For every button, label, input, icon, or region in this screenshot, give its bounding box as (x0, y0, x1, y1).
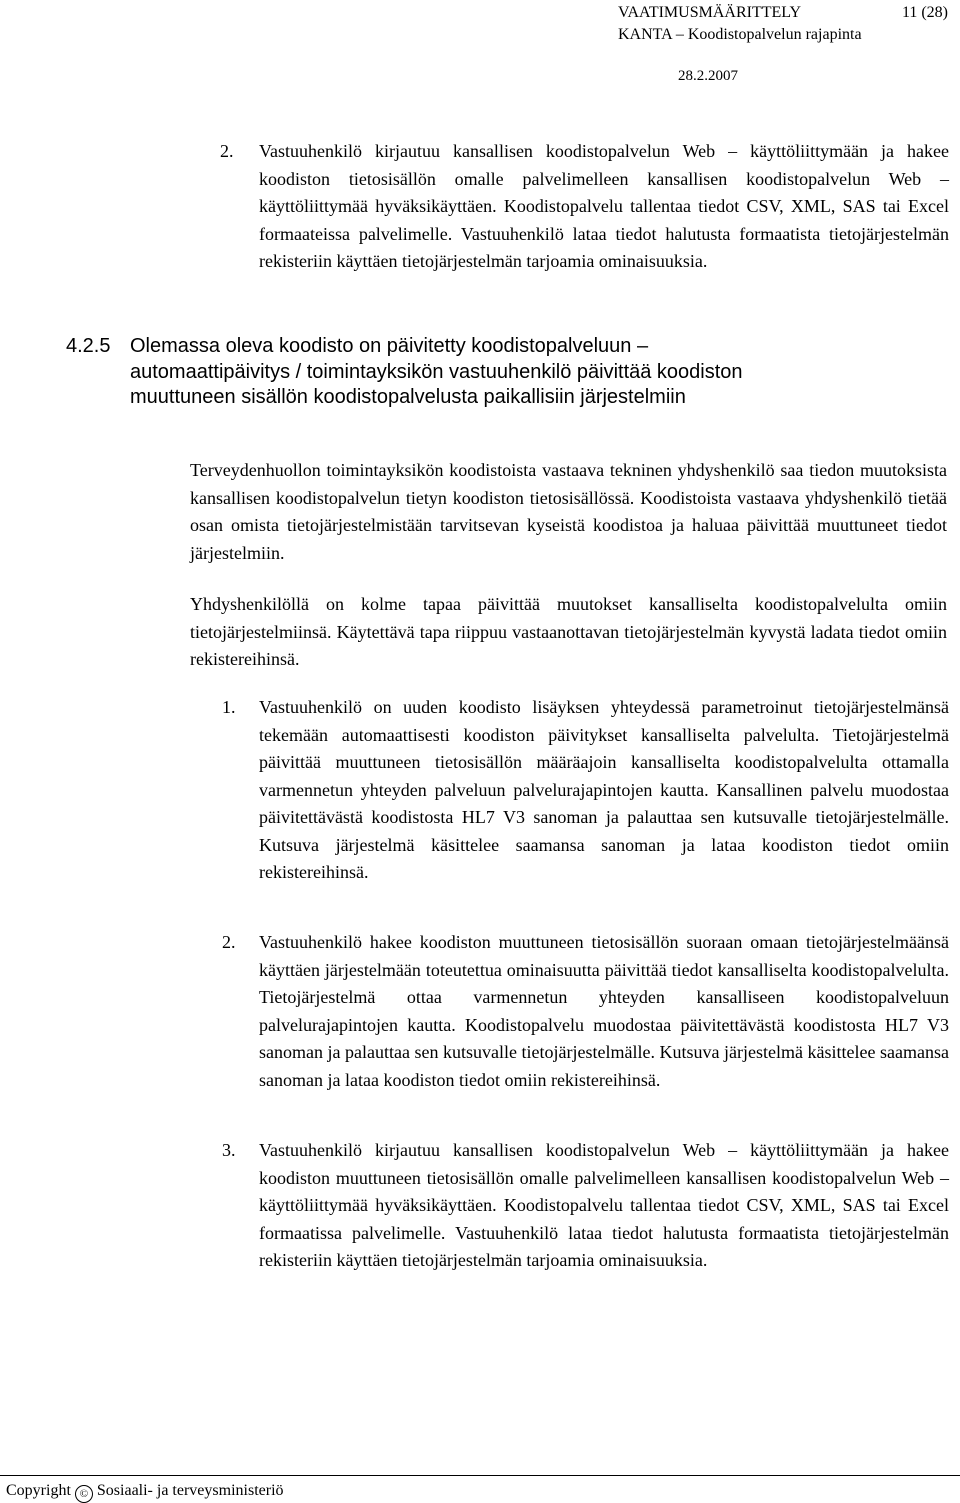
document-subtitle: KANTA – Koodistopalvelun rajapinta (618, 26, 862, 43)
body-paragraph: Terveydenhuollon toimintayksikön koodistoista vastaava tekninen yhdyshenkilö saa tiedon muutoksista kansallisen koodistopalvelun tietyn koodiston tietosisällössä. Koodistoista vastaava yhdyshenkilö tietää osan omista tietojärjestelmistään tarvitsevan kyseistä koodistoa ja haluaa päivittää muuttuneet tiedot järjestelmiin. (190, 460, 947, 563)
copyright-label: Copyright (6, 1482, 71, 1499)
list-item-text: Vastuuhenkilö kirjautuu kansallisen koodistopalvelun Web – käyttöliittymään ja hakee koodiston muuttuneen tietosisällön omalle palvelimelleen kansallisen koodistopalvelun Web –käyttöliittymää hyväksikäyttäen. Koodistopalvelu tallentaa tiedot CSV, XML, SAS tai Excel formaatissa palvelimelle. Vastuuhenkilö lataa tiedot halutusta formaatista tietojärjestelmän rekisteriin käyttäen tietojärjestelmän tarjoamia ominaisuuksia. (259, 1140, 949, 1270)
list-item-number: 2. (222, 932, 236, 952)
list-item-text: Vastuuhenkilö on uuden koodisto lisäyksen yhteydessä parametroinut tietojärjestelmänsä tekemään automaattisesti koodiston päivitykset kansalliselta palvelulta. Tietojärjestelmä päivittää muuttuneen tietosisällön määräajoin kansalliselta koodistopalvelulta ottamalla varmennetun yhteyden palveluun palvelurajapintojen kautta. Kansallinen palvelu muodostaa päivitettävästä koodistosta HL7 V3 sanoman ja palauttaa sen kutsuvalle tietojärjestelmälle. Kutsuva järjestelmä käsittelee saamansa sanoman ja lataa koodiston tiedot omiin rekistereihinsä. (259, 697, 949, 882)
section-heading: Olemassa oleva koodisto on päivitetty koodistopalveluun – automaattipäivitys / toimintayksikön vastuuhenkilö päivittää koodiston muuttuneen sisällön koodistopalvelusta paikallisiin järjestelmiin (130, 335, 743, 408)
copyright-owner: Sosiaali- ja terveysministeriö (96, 1482, 284, 1499)
list-item-number: 1. (222, 697, 236, 717)
section-number: 4.2.5 (66, 335, 111, 357)
list-item-text: Vastuuhenkilö hakee koodiston muuttuneen tietosisällön suoraan omaan tietojärjestelmäänsä käyttäen järjestelmään toteutettua ominaisuutta päivittää tiedot kansalliselta koodistopalvelulta. Tietojärjestelmä ottaa varmennetun yhteyden kansalliseen koodistopalveluun palvelurajapintojen kautta. Koodistopalvelu muodostaa päivitettävästä koodistosta HL7 V3 sanoman ja palauttaa sen kutsuvalle tietojärjestelmälle. Kutsuva järjestelmä käsittelee saamansa sanoman ja lataa koodiston tiedot omiin rekistereihinsä. (259, 932, 949, 1090)
document-title: VAATIMUSMÄÄRITTELY (618, 4, 801, 21)
document-date: 28.2.2007 (678, 68, 738, 84)
copyright-icon: © (75, 1485, 93, 1503)
list-item-text: Vastuuhenkilö kirjautuu kansallisen koodistopalvelun Web – käyttöliittymään ja hakee koodiston tietosisällön omalle palvelimelleen kansallisen koodistopalvelun Web –käyttöliittymää hyväksikäyttäen. Koodistopalvelu tallentaa tiedot CSV, XML, SAS tai Excel formaateissa palvelimelle. Vastuuhenkilö lataa tiedot halutusta formaatista tietojärjestelmän rekisteriin käyttäen tietojärjestelmän tarjoamia ominaisuuksia. (259, 141, 949, 271)
footer-divider (0, 1475, 960, 1476)
list-item-number: 3. (222, 1140, 236, 1160)
page-number: 11 (28) (901, 4, 948, 21)
page-footer (6, 1481, 284, 1503)
list-item-number: 2. (220, 141, 234, 161)
body-paragraph: Yhdyshenkilöllä on kolme tapaa päivittää muutokset kansalliselta koodistopalvelulta omiin tietojärjestelmiinsä. Käytettävä tapa riippuu vastaanottavan tietojärjestelmän kyvystä ladata tiedot omiin rekistereihinsä. (190, 594, 947, 669)
